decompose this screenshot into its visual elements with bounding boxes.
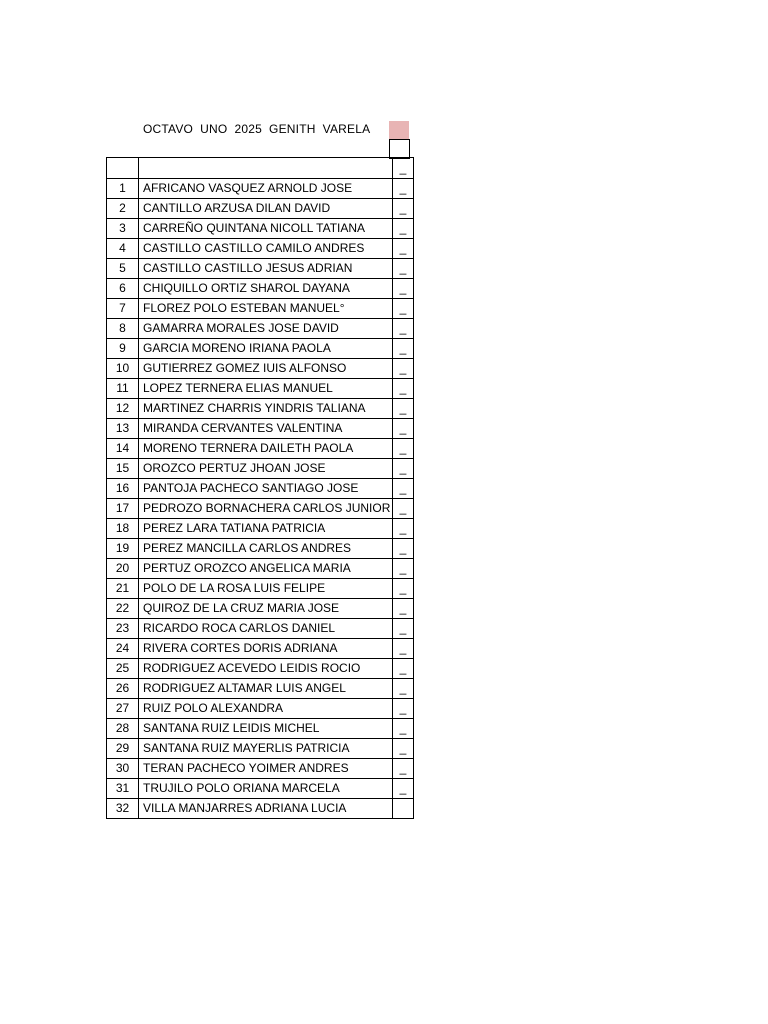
header-mark-cell[interactable]: _ [393, 158, 414, 179]
row-number-cell[interactable]: 4 [107, 239, 139, 259]
mark-cell[interactable]: _ [393, 499, 414, 519]
table-row [107, 579, 414, 599]
student-name-cell[interactable]: CASTILLO CASTILLO CAMILO ANDRES [139, 239, 393, 259]
row-number-cell[interactable]: 25 [107, 659, 139, 679]
student-name-cell[interactable]: MORENO TERNERA DAILETH PAOLA [139, 439, 393, 459]
student-name-cell[interactable]: SANTANA RUIZ LEIDIS MICHEL [139, 719, 393, 739]
row-number-cell[interactable]: 9 [107, 339, 139, 359]
table-row [107, 279, 414, 299]
row-number-cell[interactable]: 1 [107, 179, 139, 199]
student-name-cell[interactable]: PANTOJA PACHECO SANTIAGO JOSE [139, 479, 393, 499]
table-row [107, 219, 414, 239]
mark-cell[interactable]: _ [393, 519, 414, 539]
mark-cell[interactable]: _ [393, 459, 414, 479]
student-name-cell[interactable]: GARCIA MORENO IRIANA PAOLA [139, 339, 393, 359]
mark-cell[interactable]: _ [393, 339, 414, 359]
header-name-cell[interactable] [139, 158, 393, 179]
empty-bordered-cell[interactable] [389, 139, 410, 159]
mark-cell[interactable]: _ [393, 739, 414, 759]
mark-cell[interactable]: _ [393, 379, 414, 399]
student-name-cell[interactable]: POLO DE LA ROSA LUIS FELIPE [139, 579, 393, 599]
table-row [107, 379, 414, 399]
table-row [107, 559, 414, 579]
table-row [107, 739, 414, 759]
student-name-cell[interactable]: PEDROZO BORNACHERA CARLOS JUNIOR [139, 499, 393, 519]
student-name-cell[interactable]: GAMARRA MORALES JOSE DAVID [139, 319, 393, 339]
row-number-cell[interactable]: 32 [107, 799, 139, 819]
mark-cell[interactable]: _ [393, 439, 414, 459]
table-row [107, 439, 414, 459]
table-row [107, 239, 414, 259]
row-number-cell[interactable]: 31 [107, 779, 139, 799]
mark-cell[interactable]: _ [393, 779, 414, 799]
table-row [107, 419, 414, 439]
table-row [107, 339, 414, 359]
table-row [107, 619, 414, 639]
mark-cell[interactable]: _ [393, 659, 414, 679]
row-number-cell[interactable]: 16 [107, 479, 139, 499]
mark-cell[interactable]: _ [393, 179, 414, 199]
table-row [107, 519, 414, 539]
mark-cell[interactable]: _ [393, 419, 414, 439]
table-row [107, 779, 414, 799]
mark-cell[interactable]: _ [393, 199, 414, 219]
mark-cell[interactable]: _ [393, 679, 414, 699]
table-row [107, 459, 414, 479]
student-name-cell[interactable]: GUTIERREZ GOMEZ IUIS ALFONSO [139, 359, 393, 379]
student-name-cell[interactable]: OROZCO PERTUZ JHOAN JOSE [139, 459, 393, 479]
row-number-cell[interactable]: 2 [107, 199, 139, 219]
table-row [107, 299, 414, 319]
table-row [107, 539, 414, 559]
row-number-cell[interactable]: 22 [107, 599, 139, 619]
mark-cell[interactable]: _ [393, 259, 414, 279]
table-row [107, 399, 414, 419]
table-row [107, 719, 414, 739]
sheet-title: OCTAVO UNO 2025 GENITH VARELA [143, 122, 371, 136]
mark-cell[interactable]: _ [393, 619, 414, 639]
student-name-cell[interactable]: PEREZ LARA TATIANA PATRICIA [139, 519, 393, 539]
table-row [107, 639, 414, 659]
row-number-cell[interactable]: 10 [107, 359, 139, 379]
table-row [107, 699, 414, 719]
row-number-cell[interactable]: 23 [107, 619, 139, 639]
table-row [107, 199, 414, 219]
table-row [107, 679, 414, 699]
table-row [107, 319, 414, 339]
highlighted-cell[interactable] [389, 121, 409, 139]
table-row [107, 759, 414, 779]
table-row [107, 359, 414, 379]
mark-cell[interactable]: _ [393, 699, 414, 719]
mark-cell[interactable]: _ [393, 479, 414, 499]
table-row [107, 799, 414, 819]
student-name-cell[interactable]: PEREZ MANCILLA CARLOS ANDRES [139, 539, 393, 559]
row-number-cell[interactable]: 11 [107, 379, 139, 399]
mark-cell[interactable]: _ [393, 399, 414, 419]
table-row [107, 499, 414, 519]
row-number-cell[interactable]: 7 [107, 299, 139, 319]
table-row [107, 259, 414, 279]
student-name-cell[interactable]: MARTINEZ CHARRIS YINDRIS TALIANA [139, 399, 393, 419]
row-number-cell[interactable]: 5 [107, 259, 139, 279]
row-number-cell[interactable]: 20 [107, 559, 139, 579]
row-number-cell[interactable]: 12 [107, 399, 139, 419]
student-name-cell[interactable]: CASTILLO CASTILLO JESUS ADRIAN [139, 259, 393, 279]
student-name-cell[interactable]: RODRIGUEZ ACEVEDO LEIDIS ROCIO [139, 659, 393, 679]
student-name-cell[interactable]: RIVERA CORTES DORIS ADRIANA [139, 639, 393, 659]
student-name-cell[interactable]: TRUJILO POLO ORIANA MARCELA [139, 779, 393, 799]
student-name-cell[interactable]: RICARDO ROCA CARLOS DANIEL [139, 619, 393, 639]
row-number-cell[interactable]: 14 [107, 439, 139, 459]
mark-cell[interactable]: _ [393, 279, 414, 299]
student-name-cell[interactable]: VILLA MANJARRES ADRIANA LUCIA [139, 799, 393, 819]
row-number-cell[interactable]: 24 [107, 639, 139, 659]
row-number-cell[interactable]: 29 [107, 739, 139, 759]
student-name-cell[interactable]: AFRICANO VASQUEZ ARNOLD JOSE [139, 179, 393, 199]
row-number-cell[interactable]: 30 [107, 759, 139, 779]
mark-cell[interactable]: _ [393, 759, 414, 779]
row-number-cell[interactable]: 18 [107, 519, 139, 539]
row-number-cell[interactable]: 6 [107, 279, 139, 299]
mark-cell[interactable]: _ [393, 239, 414, 259]
student-name-cell[interactable]: RUIZ POLO ALEXANDRA [139, 699, 393, 719]
row-number-cell[interactable]: 26 [107, 679, 139, 699]
mark-cell[interactable]: _ [393, 219, 414, 239]
mark-cell[interactable]: _ [393, 359, 414, 379]
table-row [107, 179, 414, 199]
row-number-cell[interactable]: 17 [107, 499, 139, 519]
header-row [107, 158, 414, 179]
mark-cell[interactable]: _ [393, 639, 414, 659]
table-row [107, 599, 414, 619]
mark-cell[interactable]: _ [393, 579, 414, 599]
roster-body [107, 158, 414, 819]
mark-cell[interactable] [393, 799, 414, 819]
row-number-cell[interactable]: 3 [107, 219, 139, 239]
row-number-cell[interactable]: 28 [107, 719, 139, 739]
student-roster-table [106, 157, 414, 819]
row-number-cell[interactable]: 13 [107, 419, 139, 439]
student-name-cell[interactable]: CANTILLO ARZUSA DILAN DAVID [139, 199, 393, 219]
mark-cell[interactable]: _ [393, 559, 414, 579]
mark-cell[interactable]: _ [393, 599, 414, 619]
student-name-cell[interactable]: TERAN PACHECO YOIMER ANDRES [139, 759, 393, 779]
row-number-cell[interactable]: 27 [107, 699, 139, 719]
student-name-cell[interactable]: PERTUZ OROZCO ANGELICA MARIA [139, 559, 393, 579]
student-name-cell[interactable]: FLOREZ POLO ESTEBAN MANUEL° [139, 299, 393, 319]
row-number-cell[interactable]: 21 [107, 579, 139, 599]
header-number-cell[interactable] [107, 158, 139, 179]
mark-cell[interactable]: _ [393, 539, 414, 559]
mark-cell[interactable]: _ [393, 299, 414, 319]
student-name-cell[interactable]: CHIQUILLO ORTIZ SHAROL DAYANA [139, 279, 393, 299]
row-number-cell[interactable]: 19 [107, 539, 139, 559]
table-row [107, 659, 414, 679]
student-name-cell[interactable]: MIRANDA CERVANTES VALENTINA [139, 419, 393, 439]
student-name-cell[interactable]: QUIROZ DE LA CRUZ MARIA JOSE [139, 599, 393, 619]
row-number-cell[interactable]: 8 [107, 319, 139, 339]
table-row [107, 479, 414, 499]
student-name-cell[interactable]: LOPEZ TERNERA ELIAS MANUEL [139, 379, 393, 399]
mark-cell[interactable]: _ [393, 319, 414, 339]
student-name-cell[interactable]: SANTANA RUIZ MAYERLIS PATRICIA [139, 739, 393, 759]
mark-cell[interactable]: _ [393, 719, 414, 739]
row-number-cell[interactable]: 15 [107, 459, 139, 479]
student-name-cell[interactable]: CARREÑO QUINTANA NICOLL TATIANA [139, 219, 393, 239]
student-name-cell[interactable]: RODRIGUEZ ALTAMAR LUIS ANGEL [139, 679, 393, 699]
